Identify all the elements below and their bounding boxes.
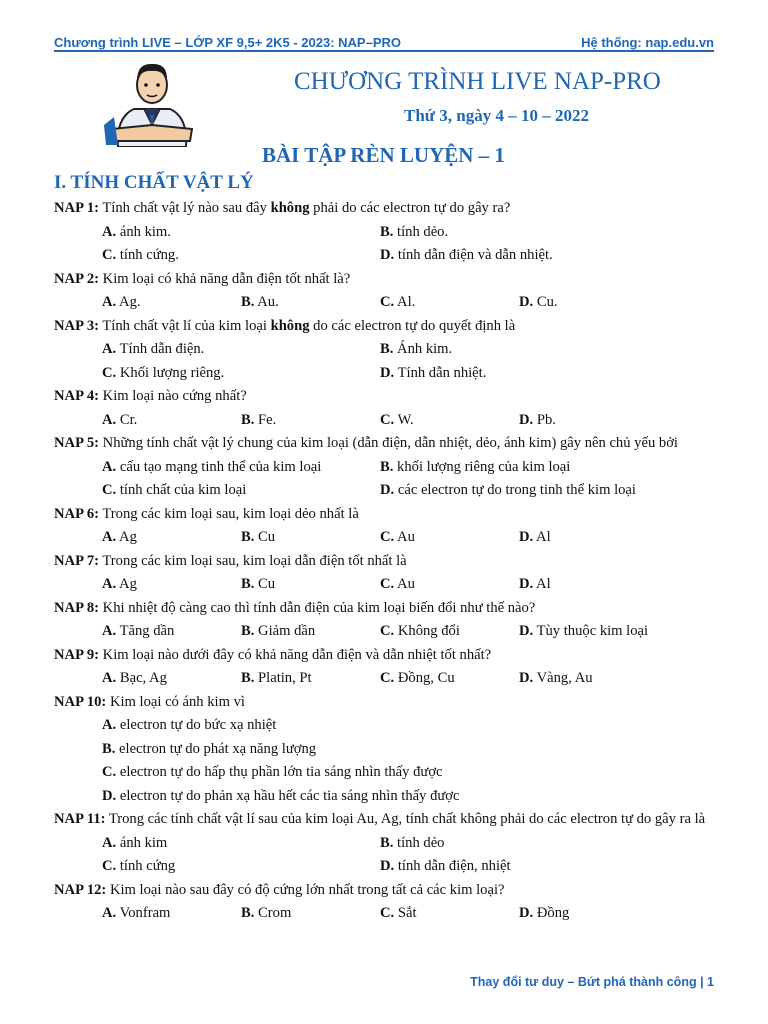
- option-text: Cu: [258, 529, 276, 545]
- question-number: NAP 4:: [54, 388, 99, 404]
- header-program: Chương trình LIVE – LỚP XF 9,5+ 2K5 - 2023: NAP–PRO: [54, 35, 402, 50]
- answer-option: [241, 526, 380, 550]
- option-letter: A.: [102, 458, 117, 475]
- answer-option: [380, 832, 658, 856]
- option-letter: B.: [380, 341, 394, 357]
- question-number: NAP 1:: [54, 200, 99, 216]
- answer-option: [102, 221, 380, 245]
- answer-option: [102, 761, 714, 785]
- answer-options: [54, 714, 714, 808]
- option-text: Cu.: [536, 294, 558, 310]
- question-text: [54, 197, 714, 221]
- page-subtitle: BÀI TẬP RÈN LUYỆN – 1: [262, 143, 505, 167]
- question-number: NAP 3:: [54, 317, 99, 334]
- question-list: [54, 197, 714, 926]
- answer-option: [380, 667, 519, 691]
- answer-option: [102, 479, 380, 503]
- answer-option: [380, 573, 519, 597]
- option-text: Crom: [258, 905, 292, 921]
- option-text: Đồng: [536, 905, 570, 921]
- section-heading: I. TÍNH CHẤT VẬT LÝ: [54, 172, 254, 193]
- option-letter: B.: [241, 576, 255, 592]
- answer-option: [519, 526, 658, 550]
- option-text: W.: [397, 411, 414, 428]
- option-letter: B.: [241, 529, 255, 545]
- question-number: NAP 12:: [54, 881, 107, 898]
- option-letter: C.: [102, 247, 117, 263]
- question-stem: Tính chất vật lý nào sau đây: [99, 200, 271, 216]
- option-text: tính cứng.: [119, 247, 179, 263]
- answer-option: [241, 573, 380, 597]
- option-text: tính cứng: [119, 858, 176, 874]
- option-letter: D.: [380, 482, 395, 498]
- option-text: Giảm dần: [258, 623, 316, 639]
- option-text: Ag.: [119, 294, 141, 310]
- option-letter: D.: [519, 905, 534, 921]
- option-letter: B.: [241, 670, 255, 686]
- option-text: Fe.: [258, 411, 277, 428]
- question-number: NAP 5:: [54, 435, 99, 451]
- question-number: NAP 10:: [54, 693, 107, 710]
- option-text: Cu: [258, 576, 276, 592]
- option-text: tính dẫn điện, nhiệt: [397, 858, 511, 874]
- question-text: [54, 691, 714, 715]
- option-text: Au.: [257, 294, 279, 310]
- answer-options: [54, 573, 714, 597]
- option-text: cấu tạo mạng tinh thể của kim loại: [119, 458, 322, 475]
- option-text: tính dẻo: [397, 834, 445, 851]
- answer-option: [519, 620, 658, 644]
- option-letter: A.: [102, 670, 117, 686]
- question-number: NAP 11:: [54, 811, 106, 827]
- answer-option: [241, 902, 380, 926]
- question-number: NAP 8:: [54, 599, 99, 616]
- question-stem: Kim loại nào sau đây có độ cứng lớn nhất trong tất cả các kim loại?: [106, 881, 505, 898]
- option-text: Au: [397, 576, 415, 592]
- answer-option: [102, 714, 714, 738]
- option-letter: B.: [241, 623, 255, 639]
- option-text: tính chất của kim loại: [119, 482, 247, 498]
- answer-option: [519, 291, 658, 315]
- option-letter: B.: [380, 834, 394, 851]
- answer-option: [102, 832, 380, 856]
- question-text: [54, 315, 714, 339]
- answer-option: [380, 244, 658, 268]
- answer-option: [241, 667, 380, 691]
- option-letter: A.: [102, 294, 117, 310]
- answer-option: [102, 291, 241, 315]
- question-text: [54, 432, 714, 456]
- option-text: Al.: [397, 294, 416, 310]
- answer-option: [380, 362, 658, 386]
- option-letter: B.: [380, 223, 394, 240]
- option-letter: C.: [380, 294, 395, 310]
- answer-option: [241, 620, 380, 644]
- option-text: Bạc, Ag: [119, 670, 167, 686]
- option-letter: C.: [102, 482, 117, 498]
- answer-option: [519, 902, 658, 926]
- question-stem: Kim loại có ánh kim vì: [106, 693, 245, 710]
- answer-option: [519, 573, 658, 597]
- question-stem: Trong các tính chất vật lí sau của kim loại Au, Ag, tính chất không phải do các electron tự do gây ra là: [105, 811, 706, 827]
- option-text: Au: [397, 529, 415, 545]
- option-letter: A.: [102, 623, 117, 639]
- page-footer: Thay đổi tư duy – Bứt phá thành công | 1: [470, 975, 714, 989]
- answer-option: [380, 291, 519, 315]
- option-letter: C.: [102, 858, 117, 874]
- option-letter: D.: [519, 623, 534, 639]
- question-stem-end: phải do các electron tự do gây ra?: [309, 200, 511, 216]
- answer-option: [102, 785, 714, 809]
- header-divider: [54, 50, 714, 52]
- option-text: Ag: [119, 529, 137, 545]
- answer-options: [54, 620, 714, 644]
- answer-option: [102, 456, 380, 480]
- option-text: ánh kim: [119, 834, 168, 851]
- option-text: Ag: [119, 576, 137, 592]
- option-letter: C.: [380, 623, 395, 639]
- option-letter: C.: [380, 905, 395, 921]
- answer-option: [519, 667, 658, 691]
- option-text: Tính dẫn điện.: [119, 341, 205, 357]
- header-website: Hệ thống: nap.edu.vn: [581, 35, 714, 50]
- option-text: Tăng dần: [119, 623, 175, 639]
- answer-option: [380, 526, 519, 550]
- question-text: [54, 879, 714, 903]
- answer-option: [102, 855, 380, 879]
- option-letter: B.: [380, 458, 394, 475]
- question-stem: Trong các kim loại sau, kim loại dẫn điện tốt nhất là: [99, 552, 407, 569]
- option-text: Tính dẫn nhiệt.: [397, 364, 487, 381]
- option-text: Tùy thuộc kim loại: [536, 623, 649, 639]
- option-letter: D.: [519, 670, 534, 686]
- option-letter: C.: [380, 576, 395, 592]
- question-stem: Những tính chất vật lý chung của kim loại (dẫn điện, dẫn nhiệt, dẻo, ánh kim) gây nên chủ yếu bởi: [99, 435, 678, 451]
- question-stem: Kim loại nào cứng nhất?: [99, 388, 247, 404]
- question-number: NAP 9:: [54, 646, 99, 663]
- option-letter: D.: [519, 411, 534, 428]
- answer-option: [102, 362, 380, 386]
- option-text: Al: [536, 576, 551, 592]
- option-text: electron tự do phản xạ hầu hết các tia sáng nhìn thấy được: [119, 787, 460, 804]
- option-letter: A.: [102, 223, 117, 240]
- answer-options: [54, 526, 714, 550]
- answer-option: [241, 409, 380, 433]
- option-letter: B.: [241, 905, 255, 921]
- option-letter: A.: [102, 576, 117, 592]
- option-letter: A.: [102, 834, 117, 851]
- question-stem: Kim loại nào dưới đây có khả năng dẫn điện và dẫn nhiệt tốt nhất?: [99, 646, 492, 663]
- question-text: [54, 550, 714, 574]
- answer-option: [102, 244, 380, 268]
- option-text: Vàng, Au: [536, 670, 593, 686]
- option-letter: D.: [519, 529, 534, 545]
- option-letter: C.: [380, 411, 395, 428]
- question-text: [54, 597, 714, 621]
- option-text: Cr.: [119, 411, 138, 428]
- question-text: [54, 644, 714, 668]
- option-text: Ánh kim.: [397, 341, 453, 357]
- answer-option: [102, 573, 241, 597]
- option-text: khối lượng riêng của kim loại: [397, 458, 571, 475]
- answer-options: [54, 832, 714, 879]
- page-date: Thứ 3, ngày 4 – 10 – 2022: [404, 106, 589, 125]
- option-text: Sắt: [397, 905, 417, 921]
- answer-option: [241, 291, 380, 315]
- answer-option: [380, 902, 519, 926]
- option-letter: C.: [380, 529, 395, 545]
- option-letter: B.: [241, 294, 255, 310]
- answer-option: [102, 620, 241, 644]
- page-header: [54, 31, 714, 51]
- answer-option: [380, 409, 519, 433]
- option-letter: D.: [380, 247, 395, 263]
- answer-option: [102, 526, 241, 550]
- option-text: Platin, Pt: [258, 670, 312, 686]
- option-letter: B.: [241, 411, 255, 428]
- option-letter: D.: [380, 858, 395, 874]
- option-letter: B.: [102, 740, 116, 757]
- option-text: tính dẫn điện và dẫn nhiệt.: [397, 247, 553, 263]
- answer-option: [519, 409, 658, 433]
- question-emphasis: không: [270, 200, 310, 216]
- option-text: electron tự do phát xạ năng lượng: [119, 740, 317, 757]
- question-stem-end: do các electron tự do quyết định là: [309, 317, 516, 334]
- answer-options: [54, 338, 714, 385]
- answer-option: [102, 667, 241, 691]
- answer-options: [54, 221, 714, 268]
- answer-options: [54, 291, 714, 315]
- answer-option: [102, 409, 241, 433]
- question-number: NAP 6:: [54, 505, 99, 522]
- option-letter: A.: [102, 341, 117, 357]
- question-stem: Kim loại có khả năng dẫn điện tốt nhất là?: [99, 270, 351, 287]
- option-text: electron tự do bức xạ nhiệt: [119, 717, 277, 733]
- option-text: electron tự do hấp thụ phần lớn tia sáng nhìn thấy được: [119, 764, 443, 780]
- option-letter: D.: [519, 576, 534, 592]
- option-text: Al: [536, 529, 551, 545]
- question-number: NAP 7:: [54, 552, 99, 569]
- option-text: Vonfram: [119, 905, 171, 921]
- answer-options: [54, 409, 714, 433]
- question-text: [54, 268, 714, 292]
- answer-options: [54, 456, 714, 503]
- answer-option: [380, 221, 658, 245]
- option-text: Pb.: [536, 411, 556, 428]
- option-text: Không đổi: [397, 623, 460, 639]
- option-letter: C.: [380, 670, 395, 686]
- question-stem: Tính chất vật lí của kim loại: [99, 317, 271, 334]
- question-stem: Khi nhiệt độ càng cao thì tính dẫn điện của kim loại biến đổi như thế nào?: [99, 599, 536, 616]
- question-text: [54, 385, 714, 409]
- option-letter: A.: [102, 717, 117, 733]
- question-stem: Trong các kim loại sau, kim loại dẻo nhất là: [99, 505, 359, 522]
- question-number: NAP 2:: [54, 270, 99, 287]
- option-letter: A.: [102, 411, 117, 428]
- option-letter: C.: [102, 764, 117, 780]
- question-emphasis: không: [270, 317, 310, 334]
- answer-options: [54, 667, 714, 691]
- answer-option: [380, 338, 658, 362]
- option-text: Khối lượng riêng.: [119, 364, 225, 381]
- option-letter: C.: [102, 364, 117, 381]
- question-text: [54, 503, 714, 527]
- answer-option: [102, 738, 714, 762]
- option-letter: A.: [102, 529, 117, 545]
- answer-option: [380, 456, 658, 480]
- option-text: Đồng, Cu: [397, 670, 455, 686]
- answer-option: [380, 479, 658, 503]
- question-text: [54, 808, 714, 832]
- page-title: CHƯƠNG TRÌNH LIVE NAP-PRO: [294, 68, 661, 95]
- option-letter: D.: [380, 364, 395, 381]
- option-letter: D.: [102, 787, 117, 804]
- option-letter: D.: [519, 294, 534, 310]
- answer-option: [102, 902, 241, 926]
- answer-option: [380, 620, 519, 644]
- answer-options: [54, 902, 714, 926]
- option-text: các electron tự do trong tinh thể kim loại: [397, 482, 636, 498]
- option-text: ánh kim.: [119, 223, 171, 240]
- answer-option: [102, 338, 380, 362]
- option-text: tính dẻo.: [397, 223, 449, 240]
- option-letter: A.: [102, 905, 117, 921]
- teacher-cartoon-logo: [104, 55, 200, 147]
- answer-option: [380, 855, 658, 879]
